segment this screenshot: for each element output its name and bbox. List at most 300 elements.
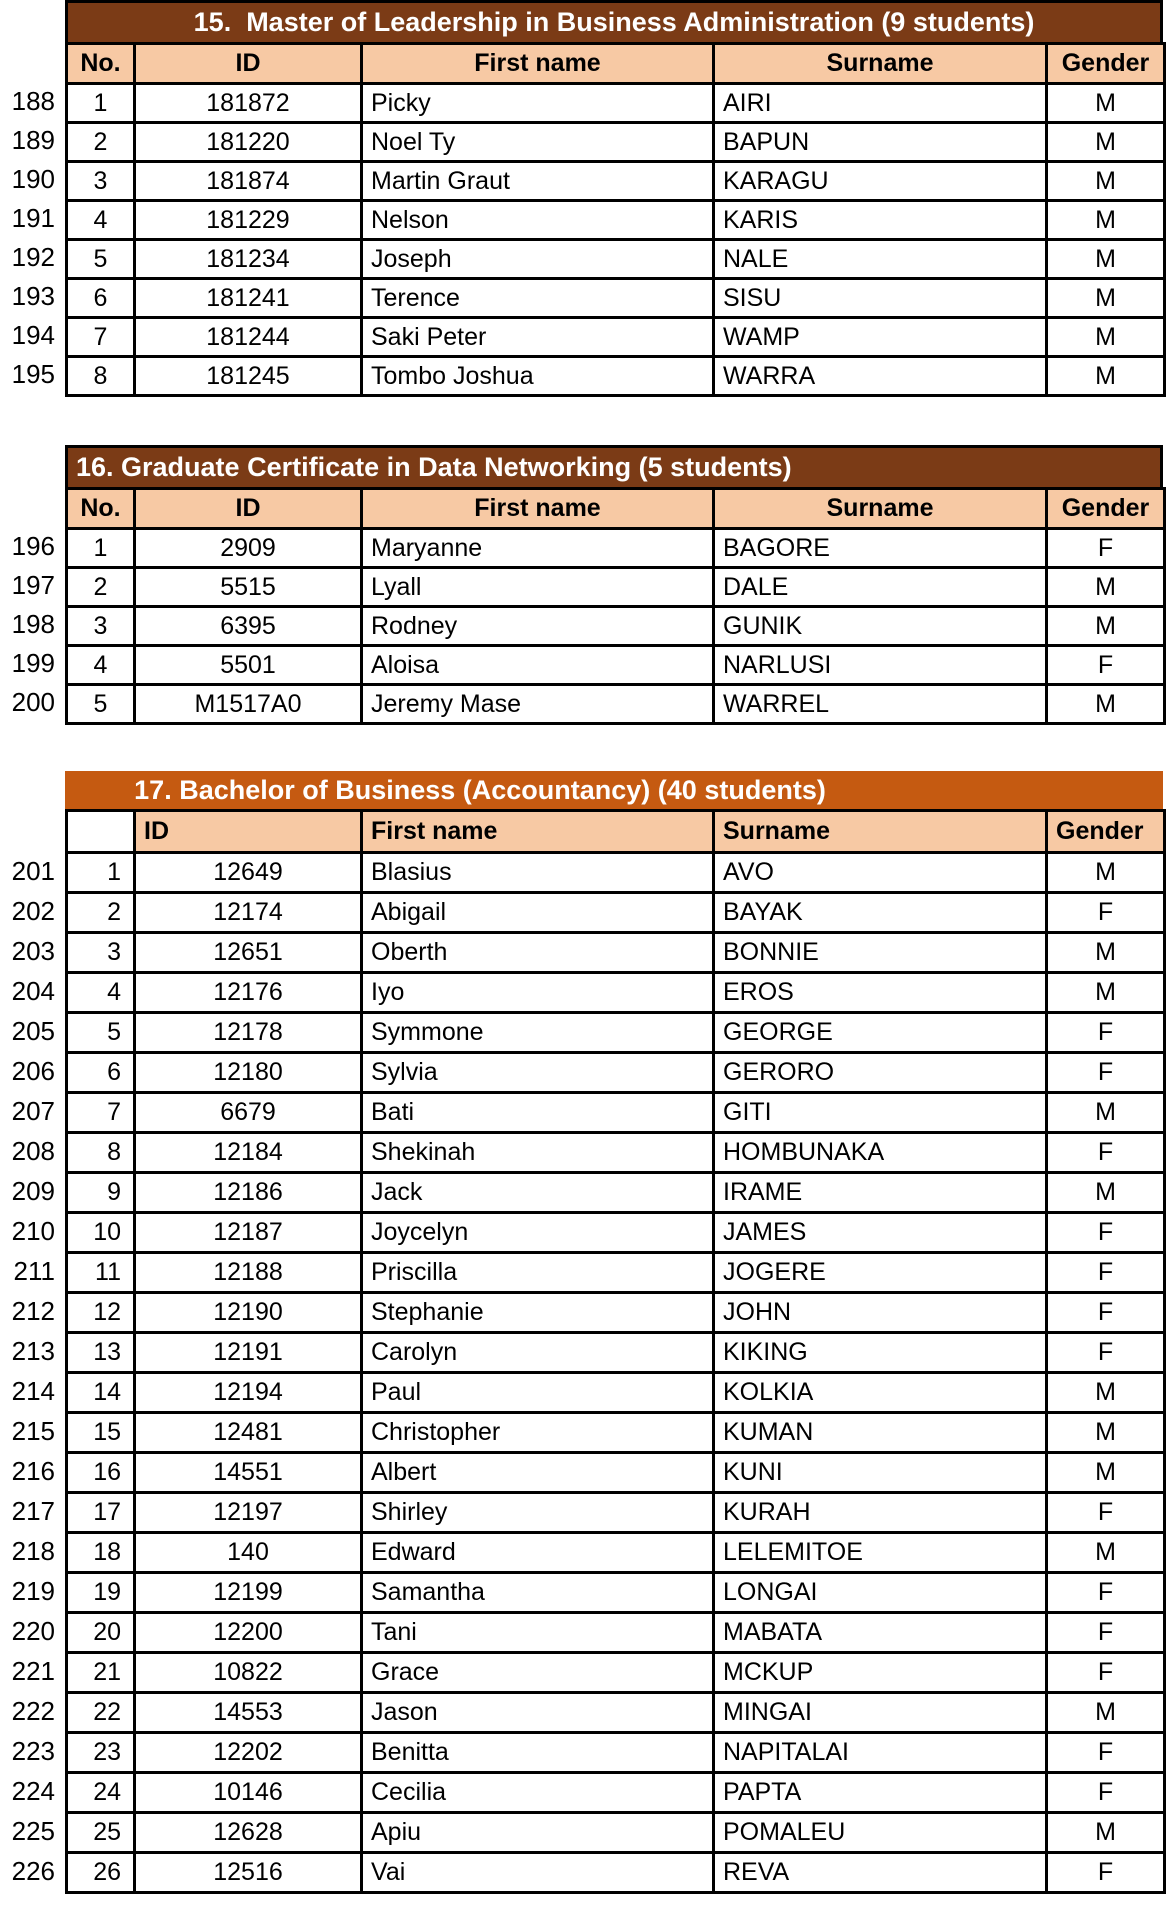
student-row [67, 1333, 1165, 1373]
column-header-gender: Gender [1047, 44, 1165, 84]
student-row [67, 201, 1165, 240]
cell-no: 13 [67, 1333, 135, 1373]
cell-gender: M [1047, 1813, 1165, 1853]
margin-row-number: 224 [11, 1776, 55, 1806]
cell-id: 181220 [135, 123, 362, 162]
cell-surname: GITI [714, 1093, 1047, 1133]
cell-no: 22 [67, 1693, 135, 1733]
cell-gender: M [1047, 1173, 1165, 1213]
margin-row-number: 205 [11, 1016, 55, 1046]
cell-surname: BAYAK [714, 893, 1047, 933]
cell-no: 1 [67, 84, 135, 123]
course-table-section-17 [11, 771, 1163, 1894]
cell-id: 6395 [135, 607, 362, 646]
student-row [67, 1493, 1165, 1533]
margin-row-number: 212 [11, 1296, 55, 1326]
margin-row-number: 223 [11, 1736, 55, 1766]
margin-row-number: 226 [11, 1856, 55, 1886]
cell-first-name: Jack [362, 1173, 714, 1213]
row-number-margin [0, 82, 55, 394]
student-row [67, 1613, 1165, 1653]
column-header-id: ID [135, 44, 362, 84]
cell-id: 181244 [135, 318, 362, 357]
column-header-surname: Surname [714, 489, 1047, 529]
cell-first-name: Shirley [362, 1493, 714, 1533]
cell-id: 10822 [135, 1653, 362, 1693]
cell-no: 2 [67, 893, 135, 933]
cell-surname: EROS [714, 973, 1047, 1013]
column-header-row [67, 44, 1165, 84]
cell-surname: KIKING [714, 1333, 1047, 1373]
margin-row-number: 208 [11, 1136, 55, 1166]
cell-no: 2 [67, 568, 135, 607]
cell-first-name: Blasius [362, 853, 714, 893]
cell-surname: MINGAI [714, 1693, 1047, 1733]
cell-surname: AIRI [714, 84, 1047, 123]
margin-row-number: 189 [11, 125, 55, 155]
cell-surname: MCKUP [714, 1653, 1047, 1693]
cell-id: 12190 [135, 1293, 362, 1333]
student-row [67, 1573, 1165, 1613]
cell-id: 12187 [135, 1213, 362, 1253]
cell-no: 3 [67, 933, 135, 973]
cell-surname: NAPITALAI [714, 1733, 1047, 1773]
cell-no: 15 [67, 1413, 135, 1453]
cell-id: 14553 [135, 1693, 362, 1733]
cell-first-name: Abigail [362, 893, 714, 933]
cell-id: 12197 [135, 1493, 362, 1533]
cell-id: 2909 [135, 529, 362, 568]
student-row [67, 123, 1165, 162]
cell-gender: F [1047, 1773, 1165, 1813]
margin-row-number: 191 [11, 203, 55, 233]
cell-first-name: Samantha [362, 1573, 714, 1613]
cell-id: 12178 [135, 1013, 362, 1053]
cell-surname: KURAH [714, 1493, 1047, 1533]
margin-row-number: 214 [11, 1376, 55, 1406]
margin-row-number: 209 [11, 1176, 55, 1206]
cell-surname: REVA [714, 1853, 1047, 1893]
student-row [67, 1773, 1165, 1813]
student-row [67, 973, 1165, 1013]
margin-row-number: 196 [11, 531, 55, 561]
cell-first-name: Grace [362, 1653, 714, 1693]
cell-first-name: Iyo [362, 973, 714, 1013]
course-table-section-16 [11, 445, 1163, 725]
cell-surname: KARAGU [714, 162, 1047, 201]
cell-id: 12180 [135, 1053, 362, 1093]
margin-row-number: 213 [11, 1336, 55, 1366]
cell-gender: F [1047, 893, 1165, 933]
margin-row-number: 201 [11, 856, 55, 886]
column-header-first-name: First name [362, 44, 714, 84]
margin-row-number: 195 [11, 359, 55, 389]
cell-no: 7 [67, 1093, 135, 1133]
student-row [67, 1413, 1165, 1453]
cell-gender: M [1047, 84, 1165, 123]
student-row [67, 646, 1165, 685]
margin-row-number: 193 [11, 281, 55, 311]
cell-first-name: Rodney [362, 607, 714, 646]
cell-first-name: Jeremy Mase [362, 685, 714, 724]
cell-surname: KARIS [714, 201, 1047, 240]
cell-id: 12628 [135, 1813, 362, 1853]
cell-first-name: Priscilla [362, 1253, 714, 1293]
column-header-no-: No. [67, 489, 135, 529]
cell-id: 181874 [135, 162, 362, 201]
cell-first-name: Vai [362, 1853, 714, 1893]
column-header-surname: Surname [714, 811, 1047, 853]
margin-row-number: 225 [11, 1816, 55, 1846]
cell-no: 23 [67, 1733, 135, 1773]
margin-row-number: 204 [11, 976, 55, 1006]
cell-no: 3 [67, 162, 135, 201]
cell-surname: SISU [714, 279, 1047, 318]
cell-id: 12651 [135, 933, 362, 973]
student-row [67, 1173, 1165, 1213]
cell-no: 4 [67, 973, 135, 1013]
student-row [67, 933, 1165, 973]
student-row [67, 529, 1165, 568]
student-row [67, 1653, 1165, 1693]
column-header-first-name: First name [362, 811, 714, 853]
cell-first-name: Joycelyn [362, 1213, 714, 1253]
cell-surname: IRAME [714, 1173, 1047, 1213]
students-table [65, 42, 1166, 397]
cell-first-name: Shekinah [362, 1133, 714, 1173]
cell-no: 9 [67, 1173, 135, 1213]
cell-no: 4 [67, 201, 135, 240]
cell-surname: GERORO [714, 1053, 1047, 1093]
student-row [67, 893, 1165, 933]
cell-first-name: Oberth [362, 933, 714, 973]
cell-gender: F [1047, 1493, 1165, 1533]
cell-first-name: Sylvia [362, 1053, 714, 1093]
cell-gender: M [1047, 123, 1165, 162]
cell-first-name: Picky [362, 84, 714, 123]
cell-gender: M [1047, 201, 1165, 240]
student-row [67, 1373, 1165, 1413]
cell-no: 5 [67, 685, 135, 724]
student-row [67, 685, 1165, 724]
cell-surname: GUNIK [714, 607, 1047, 646]
student-row [67, 84, 1165, 123]
cell-first-name: Lyall [362, 568, 714, 607]
column-header-blank [67, 811, 135, 853]
cell-id: 12516 [135, 1853, 362, 1893]
margin-row-number: 216 [11, 1456, 55, 1486]
margin-row-number: 197 [11, 570, 55, 600]
student-row [67, 1053, 1165, 1093]
student-row [67, 318, 1165, 357]
cell-first-name: Symmone [362, 1013, 714, 1053]
cell-gender: M [1047, 1693, 1165, 1733]
cell-first-name: Stephanie [362, 1293, 714, 1333]
cell-surname: WAMP [714, 318, 1047, 357]
cell-id: 14551 [135, 1453, 362, 1493]
cell-id: 12184 [135, 1133, 362, 1173]
student-row [67, 357, 1165, 396]
cell-no: 14 [67, 1373, 135, 1413]
cell-surname: BONNIE [714, 933, 1047, 973]
cell-surname: PAPTA [714, 1773, 1047, 1813]
margin-row-number: 200 [11, 687, 55, 717]
course-title-bar: 15. Master of Leadership in Business Administration (9 students) [65, 0, 1163, 42]
student-row [67, 607, 1165, 646]
cell-gender: M [1047, 162, 1165, 201]
cell-surname: HOMBUNAKA [714, 1133, 1047, 1173]
margin-row-number: 206 [11, 1056, 55, 1086]
margin-row-number: 215 [11, 1416, 55, 1446]
cell-gender: M [1047, 933, 1165, 973]
cell-first-name: Maryanne [362, 529, 714, 568]
cell-first-name: Noel Ty [362, 123, 714, 162]
cell-gender: M [1047, 240, 1165, 279]
cell-id: 12174 [135, 893, 362, 933]
cell-id: 12188 [135, 1253, 362, 1293]
cell-no: 12 [67, 1293, 135, 1333]
cell-no: 19 [67, 1573, 135, 1613]
cell-no: 1 [67, 853, 135, 893]
cell-gender: M [1047, 853, 1165, 893]
students-table-body [67, 529, 1165, 724]
student-row [67, 1133, 1165, 1173]
cell-gender: F [1047, 1333, 1165, 1373]
cell-gender: F [1047, 1053, 1165, 1093]
cell-surname: KOLKIA [714, 1373, 1047, 1413]
margin-row-number: 222 [11, 1696, 55, 1726]
cell-surname: JOHN [714, 1293, 1047, 1333]
column-header-row [67, 811, 1165, 853]
cell-no: 10 [67, 1213, 135, 1253]
margin-row-number: 202 [11, 896, 55, 926]
cell-first-name: Albert [362, 1453, 714, 1493]
margin-row-number: 207 [11, 1096, 55, 1126]
cell-first-name: Benitta [362, 1733, 714, 1773]
student-row [67, 1293, 1165, 1333]
cell-first-name: Aloisa [362, 646, 714, 685]
cell-first-name: Tani [362, 1613, 714, 1653]
cell-no: 7 [67, 318, 135, 357]
students-table-body [67, 853, 1165, 1893]
cell-id: M1517A0 [135, 685, 362, 724]
cell-no: 25 [67, 1813, 135, 1853]
cell-no: 26 [67, 1853, 135, 1893]
cell-no: 4 [67, 646, 135, 685]
cell-surname: KUNI [714, 1453, 1047, 1493]
cell-gender: F [1047, 1253, 1165, 1293]
column-header-row [67, 44, 1165, 84]
margin-row-number: 218 [11, 1536, 55, 1566]
margin-row-number: 217 [11, 1496, 55, 1526]
cell-no: 2 [67, 123, 135, 162]
column-header-id: ID [135, 489, 362, 529]
cell-gender: M [1047, 973, 1165, 1013]
cell-first-name: Terence [362, 279, 714, 318]
margin-row-number: 192 [11, 242, 55, 272]
column-header-no-: No. [67, 44, 135, 84]
margin-row-number: 198 [11, 609, 55, 639]
cell-first-name: Carolyn [362, 1333, 714, 1373]
cell-surname: LELEMITOE [714, 1533, 1047, 1573]
cell-no: 5 [67, 1013, 135, 1053]
cell-surname: JOGERE [714, 1253, 1047, 1293]
cell-no: 24 [67, 1773, 135, 1813]
margin-row-number: 211 [13, 1256, 55, 1286]
cell-gender: F [1047, 1613, 1165, 1653]
cell-id: 181245 [135, 357, 362, 396]
cell-no: 8 [67, 357, 135, 396]
cell-no: 17 [67, 1493, 135, 1533]
cell-id: 181229 [135, 201, 362, 240]
cell-gender: M [1047, 568, 1165, 607]
cell-id: 12649 [135, 853, 362, 893]
cell-id: 12186 [135, 1173, 362, 1213]
cell-id: 12194 [135, 1373, 362, 1413]
cell-first-name: Nelson [362, 201, 714, 240]
margin-row-number: 219 [11, 1576, 55, 1606]
student-row [67, 568, 1165, 607]
cell-id: 181234 [135, 240, 362, 279]
cell-no: 20 [67, 1613, 135, 1653]
students-table-body [67, 84, 1165, 396]
cell-id: 140 [135, 1533, 362, 1573]
cell-no: 1 [67, 529, 135, 568]
cell-gender: F [1047, 1733, 1165, 1773]
student-row [67, 1453, 1165, 1493]
cell-surname: GEORGE [714, 1013, 1047, 1053]
cell-first-name: Edward [362, 1533, 714, 1573]
column-header-row [67, 811, 1165, 853]
cell-id: 6679 [135, 1093, 362, 1133]
cell-surname: WARRA [714, 357, 1047, 396]
student-row [67, 279, 1165, 318]
cell-first-name: Cecilia [362, 1773, 714, 1813]
cell-no: 5 [67, 240, 135, 279]
cell-id: 12200 [135, 1613, 362, 1653]
cell-surname: DALE [714, 568, 1047, 607]
row-number-margin [0, 851, 55, 1891]
cell-first-name: Paul [362, 1373, 714, 1413]
cell-no: 3 [67, 607, 135, 646]
cell-gender: F [1047, 1013, 1165, 1053]
cell-id: 12481 [135, 1413, 362, 1453]
column-header-row [67, 489, 1165, 529]
course-table-section-15 [11, 0, 1163, 397]
student-row [67, 240, 1165, 279]
column-header-surname: Surname [714, 44, 1047, 84]
cell-id: 10146 [135, 1773, 362, 1813]
student-row [67, 1213, 1165, 1253]
cell-surname: KUMAN [714, 1413, 1047, 1453]
cell-no: 11 [67, 1253, 135, 1293]
cell-id: 181872 [135, 84, 362, 123]
cell-id: 181241 [135, 279, 362, 318]
student-row [67, 853, 1165, 893]
course-title-bar: 17. Bachelor of Business (Accountancy) (40 students) [65, 771, 1163, 809]
cell-gender: F [1047, 1853, 1165, 1893]
row-number-margin [0, 527, 55, 722]
margin-row-number: 188 [11, 86, 55, 116]
column-header-gender: Gender [1047, 489, 1165, 529]
student-row [67, 1733, 1165, 1773]
cell-gender: M [1047, 357, 1165, 396]
column-header-row [67, 489, 1165, 529]
cell-surname: JAMES [714, 1213, 1047, 1253]
cell-first-name: Saki Peter [362, 318, 714, 357]
margin-row-number: 221 [11, 1656, 55, 1686]
students-table [65, 487, 1166, 725]
student-row [67, 1693, 1165, 1733]
cell-no: 18 [67, 1533, 135, 1573]
course-title-bar: 16. Graduate Certificate in Data Networking (5 students) [65, 445, 1163, 487]
students-table [65, 809, 1166, 1894]
student-row [67, 1253, 1165, 1293]
student-row [67, 1533, 1165, 1573]
cell-no: 16 [67, 1453, 135, 1493]
student-row [67, 162, 1165, 201]
cell-gender: M [1047, 685, 1165, 724]
cell-gender: M [1047, 607, 1165, 646]
column-header-first-name: First name [362, 489, 714, 529]
cell-no: 6 [67, 1053, 135, 1093]
cell-id: 5515 [135, 568, 362, 607]
margin-row-number: 203 [11, 936, 55, 966]
column-header-id: ID [135, 811, 362, 853]
cell-first-name: Jason [362, 1693, 714, 1733]
cell-id: 12202 [135, 1733, 362, 1773]
cell-gender: F [1047, 529, 1165, 568]
margin-row-number: 194 [11, 320, 55, 350]
cell-gender: M [1047, 318, 1165, 357]
cell-surname: WARREL [714, 685, 1047, 724]
cell-gender: M [1047, 1413, 1165, 1453]
cell-gender: M [1047, 1093, 1165, 1133]
cell-surname: BAGORE [714, 529, 1047, 568]
cell-no: 21 [67, 1653, 135, 1693]
cell-gender: F [1047, 1213, 1165, 1253]
cell-surname: NARLUSI [714, 646, 1047, 685]
cell-first-name: Joseph [362, 240, 714, 279]
cell-no: 6 [67, 279, 135, 318]
student-row [67, 1013, 1165, 1053]
cell-id: 5501 [135, 646, 362, 685]
cell-id: 12191 [135, 1333, 362, 1373]
cell-gender: M [1047, 1533, 1165, 1573]
cell-gender: M [1047, 279, 1165, 318]
margin-row-number: 210 [11, 1216, 55, 1246]
cell-gender: F [1047, 1653, 1165, 1693]
cell-surname: MABATA [714, 1613, 1047, 1653]
cell-gender: M [1047, 1373, 1165, 1413]
student-row [67, 1093, 1165, 1133]
cell-surname: LONGAI [714, 1573, 1047, 1613]
cell-first-name: Tombo Joshua [362, 357, 714, 396]
cell-first-name: Bati [362, 1093, 714, 1133]
cell-no: 8 [67, 1133, 135, 1173]
margin-row-number: 199 [11, 648, 55, 678]
cell-surname: BAPUN [714, 123, 1047, 162]
margin-row-number: 220 [11, 1616, 55, 1646]
cell-surname: NALE [714, 240, 1047, 279]
student-row [67, 1813, 1165, 1853]
cell-id: 12176 [135, 973, 362, 1013]
cell-first-name: Martin Graut [362, 162, 714, 201]
margin-row-number: 190 [11, 164, 55, 194]
cell-surname: POMALEU [714, 1813, 1047, 1853]
cell-gender: F [1047, 1573, 1165, 1613]
student-row [67, 1853, 1165, 1893]
